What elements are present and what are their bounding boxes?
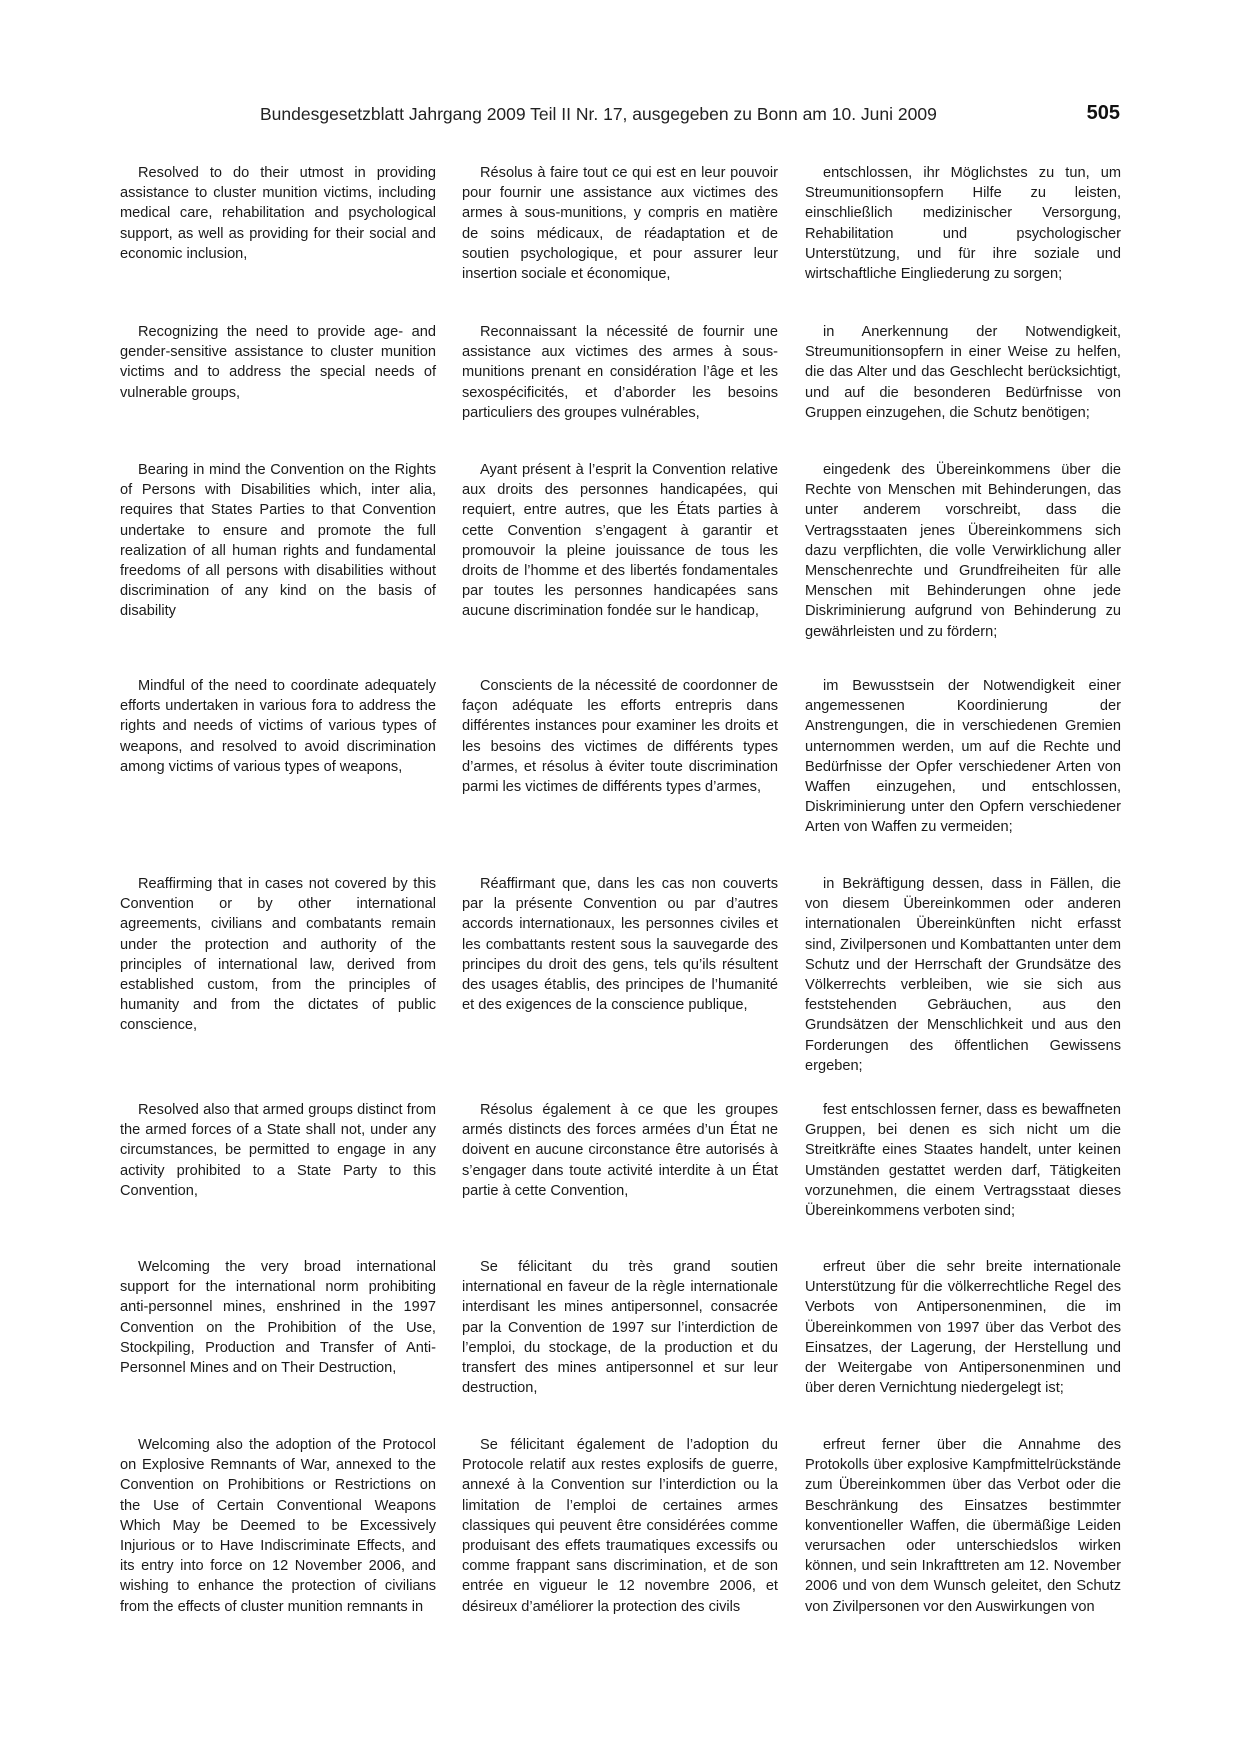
paragraph-fr-8: Se félicitant également de l’adoption du Protocole relatif aux restes explosifs de guerre, annexé à la Convention sur l’interdiction ou la limitation de l’emploi de certaines armes classiques qui peuvent être considérées comme produisant des effets traumatiques excessifs ou comme frappant sans discrimination, et de son entrée en vigueur le 12 novembre 2006, et désireux d’améliorer la protection des civils <box>462 1437 778 1615</box>
paragraph-fr-3: Ayant présent à l’esprit la Convention relative aux droits des personnes handicapées, qui requiert, entre autres, que les États parties à cette Convention s’engagent à garantir et promouvoir la pleine jouissance de tous les droits de l’homme et des libertés fondamentales par toutes les personnes handicapées sans aucune discrimination fondée sur le handicap, <box>462 462 778 620</box>
paragraph-fr-7: Se félicitant du très grand soutien international en faveur de la règle internationale interdisant les mines antipersonnel, consacrée par la Convention de 1997 sur l’interdiction de l’emploi, du stockage, de la production et du transfert des mines antipersonnel et sur leur destruction, <box>462 1259 778 1397</box>
paragraph-en-1: Resolved to do their utmost in providing assistance to cluster munition victims, including medical care, rehabilitation and psychological support, as well as providing for their social and economic inclusion, <box>120 165 436 262</box>
paragraph-en-7: Welcoming the very broad international support for the international norm prohibiting anti-personnel mines, enshrined in the 1997 Convention on the Prohibition of the Use, Stockpiling, Production and Transfer of Anti-Personnel Mines and on Their Destruction, <box>120 1259 436 1377</box>
paragraph-de-4: im Bewusstsein der Notwendigkeit einer angemessenen Koordinierung der Anstrengungen, die in verschiedenen Gremien unternommen werden, um auf die Rechte und Bedürfnisse der Opfer verschiedener Arten von Waffen einzugehen, und entschlossen, Diskriminierung unter den Opfern verschiedener Arten von Waffen zu vermeiden; <box>805 678 1121 836</box>
paragraph-en-3: Bearing in mind the Convention on the Rights of Persons with Disabilities which, inter alia, requires that States Parties to that Convention undertake to ensure and promote the full realization of all human rights and fundamental freedoms of all persons with disabilities without discrimination of any kind on the basis of disability <box>120 462 436 620</box>
paragraph-de-7: erfreut über die sehr breite internationale Unterstützung für die völkerrechtliche Regel des Verbots von Antipersonenminen, die im Übereinkommen von 1997 über das Verbot des Einsatzes, der Lagerung, der Herstellung und der Weitergabe von Antipersonenminen und über deren Vernichtung niedergelegt ist; <box>805 1259 1121 1397</box>
paragraph-de-6: fest entschlossen ferner, dass es bewaffneten Gruppen, bei denen es sich nicht um die Streitkräfte eines Staates handelt, unter keinen Umständen gestattet werden darf, Tätigkeiten vorzunehmen, die einem Vertragsstaat dieses Übereinkommens verboten sind; <box>805 1102 1121 1220</box>
paragraph-en-6: Resolved also that armed groups distinct from the armed forces of a State shall not, under any circumstances, be permitted to engage in any activity prohibited to a State Party to this Convention, <box>120 1102 436 1199</box>
paragraph-de-5: in Bekräftigung dessen, dass in Fällen, die von diesem Übereinkommen oder anderen internationalen Übereinkünften nicht erfasst sind, Zivilpersonen und Kombattanten unter dem Schutz und der Herrschaft der Grundsätze des Völkerrechts verbleiben, wie sie sich aus feststehenden Gebräuchen, aus den Grundsätzen der Menschlichkeit und aus den Forderungen des öffentlichen Gewissens ergeben; <box>805 876 1121 1074</box>
paragraph-fr-4: Conscients de la nécessité de coordonner de façon adéquate les efforts entrepris dans différentes instances pour examiner les droits et les besoins des victimes de différents types d’armes, et résolus à éviter toute discrimination parmi les victimes de différents types d’armes, <box>462 678 778 796</box>
page-header <box>120 104 1120 130</box>
paragraph-en-2: Recognizing the need to provide age- and gender-sensitive assistance to cluster munition victims and to address the special needs of vulnerable groups, <box>120 324 436 401</box>
paragraph-de-2: in Anerkennung der Notwendigkeit, Streumunitionsopfern in einer Weise zu helfen, die das Alter und das Geschlecht berücksichtigt, und auf die besonderen Bedürfnisse von Gruppen einzugehen, die Schutz benötigen; <box>805 324 1121 421</box>
paragraph-fr-2: Reconnaissant la nécessité de fournir une assistance aux victimes des armes à sous-munitions prenant en considération l’âge et les sexospécificités, et d’aborder les besoins particuliers des groupes vulnérables, <box>462 324 778 421</box>
paragraph-de-8: erfreut ferner über die Annahme des Protokolls über explosive Kampfmittelrückstände zum Übereinkommen über das Verbot oder die Beschränkung des Einsatzes bestimmter konventioneller Waffen, die übermäßige Leiden verursachen oder unterschiedslos wirken können, und sein Inkrafttreten am 12. November 2006 und von dem Wunsch geleitet, den Schutz von Zivilpersonen vor den Auswirkungen von <box>805 1437 1121 1615</box>
header-title: Bundesgesetzblatt Jahrgang 2009 Teil II Nr. 17, ausgegeben zu Bonn am 10. Juni 2009 <box>260 104 937 124</box>
paragraph-en-8: Welcoming also the adoption of the Protocol on Explosive Remnants of War, annexed to the Convention on Prohibitions or Restrictions on the Use of Certain Conventional Weapons Which May be Deemed to be Excessively Injurious or to Have Indiscriminate Effects, and its entry into force on 12 November 2006, and wishing to enhance the protection of civilians from the effects of cluster munition remnants in <box>120 1437 436 1615</box>
paragraph-fr-1: Résolus à faire tout ce qui est en leur pouvoir pour fournir une assistance aux victimes des armes à sous-munitions, y compris en matière de soins médicaux, de réadaptation et de soutien psychologique, et pour assurer leur insertion sociale et économique, <box>462 165 778 283</box>
paragraph-fr-6: Résolus également à ce que les groupes armés distincts des forces armées d’un État ne doivent en aucune circonstance être autorisés à s’engager dans toute activité interdite à un État partie à cette Convention, <box>462 1102 778 1199</box>
paragraph-en-4: Mindful of the need to coordinate adequately efforts undertaken in various fora to address the rights and needs of victims of various types of weapons, and resolved to avoid discrimination among victims of various types of weapons, <box>120 678 436 775</box>
page-number: 505 <box>1086 102 1120 124</box>
paragraph-de-3: eingedenk des Übereinkommens über die Rechte von Menschen mit Behinderungen, das unter anderem vorschreibt, dass die Vertragsstaaten jenes Übereinkommens sich dazu verpflichten, die volle Verwirklichung aller Menschenrechte und Grundfreiheiten für alle Menschen mit Behinderungen ohne jede Diskriminierung aufgrund von Behinderung zu gewährleisten und zu fördern; <box>805 462 1121 640</box>
paragraph-en-5: Reaffirming that in cases not covered by this Convention or by other international agreements, civilians and combatants remain under the protection and authority of the principles of international law, derived from established custom, from the principles of humanity and from the dictates of public conscience, <box>120 876 436 1034</box>
paragraph-de-1: entschlossen, ihr Möglichstes zu tun, um Streumunitionsopfern Hilfe zu leisten, einschließlich medizinischer Versorgung, Rehabilitation und psychologischer Unterstützung, und für ihre soziale und wirtschaftliche Eingliederung zu sorgen; <box>805 165 1121 283</box>
paragraph-fr-5: Réaffirmant que, dans les cas non couverts par la présente Convention ou par d’autres accords internationaux, les personnes civiles et les combattants restent sous la sauvegarde des principes du droit des gens, tels qu’ils résultent des usages établis, des principes de l’humanité et des exigences de la conscience publique, <box>462 876 778 1014</box>
